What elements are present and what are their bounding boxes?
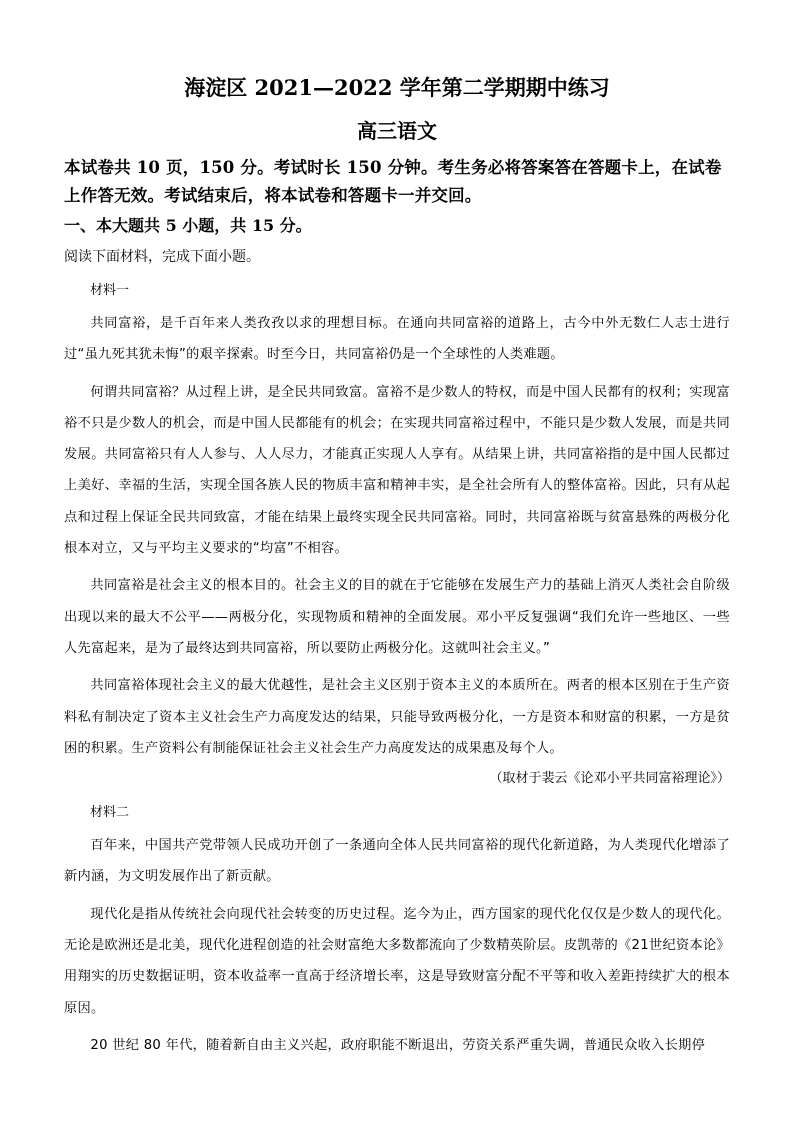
material-one-paragraph: 共同富裕，是千百年来人类孜孜以求的理想目标。在通向共同富裕的道路上，古今中外无数仁人志士进行过“虽九死其犹未悔”的艰辛探索。时至今日，共同富裕仍是一个全球性的人类难题。: [64, 316, 730, 363]
exam-title: 海淀区 2021—2022 学年第二学期期中练习: [184, 75, 610, 100]
material-one-paragraph: 共同富裕是社会主义的根本目的。社会主义的目的就在于它能够在发展生产力的基础上消灭人类社会自阶级出现以来的最大不公平——两极分化，实现物质和精神的全面发展。邓小平反复强调“我们允许一些地区、一些人先富起来，是为了最终达到共同富裕，所以要防止两极分化。这就叫社会主义。”: [64, 578, 730, 656]
exam-notice: 本试卷共 10 页，150 分。考试时长 150 分钟。考生务必将答案答在答题卡上，在试卷上作答无效。考试结束后，将本试卷和答题卡一并交回。: [64, 158, 722, 205]
material-one-paragraph: 共同富裕体现社会主义的最大优越性，是社会主义区别于资本主义的本质所在。两者的根本区别在于生产资料私有制决定了资本主义社会生产力高度发达的结果，只能导致两极分化，一方是资本和财富的积累，一方是贫困的积累。生产资料公有制能保证社会主义社会生产力高度发达的成果惠及每个人。: [64, 678, 730, 756]
material-two-paragraph: 20 世纪 80 年代，随着新自由主义兴起，政府职能不断退出，劳资关系严重失调，普通民众收入长期停: [90, 1037, 706, 1053]
material-two-paragraph: 百年来，中国共产党带领人民成功开创了一条通向全体人民共同富裕的现代化新道路，为人类现代化增添了新内涵，为文明发展作出了新贡献。: [64, 838, 730, 885]
material-two-paragraph: 现代化是指从传统社会向现代社会转变的历史过程。迄今为止，西方国家的现代化仅仅是少数人的现代化。无论是欧洲还是北美，现代化进程创造的社会财富绝大多数都流向了少数精英阶层。皮凯蒂的《21世纪资本论》用翔实的历史数据证明，资本收益率一直高于经济增长率，这是导致财富分配不平等和收入差距持续扩大的根本原因。: [64, 906, 730, 1016]
section-heading: 一、本大题共 5 小题，共 15 分。: [64, 216, 312, 235]
material-two: [64, 802, 730, 1061]
exam-subject: 高三语文: [357, 119, 437, 143]
material-one-source: （取材于裴云《论邓小平共同富裕理论》）: [489, 771, 730, 787]
material-two-label: 材料二: [90, 805, 130, 821]
material-one-label: 材料一: [90, 283, 130, 298]
material-one: [64, 280, 730, 792]
material-one-paragraph: 何谓共同富裕？从过程上讲，是全民共同致富。富裕不是少数人的特权，而是中国人民都有的权利；实现富裕不只是少数人的机会，而是中国人民都能有的机会；在实现共同富裕过程中，不能只是少数人发展，而是共同发展。共同富裕只有人人参与、人人尽力，才能真正实现人人享有。从结果上讲，共同富裕指的是中国人民都过上美好、幸福的生活，实现全国各族人民的物质丰富和精神丰实，是全社会所有人的整体富裕。因此，只有从起点和过程上保证全民共同致富，才能在结果上最终实现全民共同富裕。同时，共同富裕既与贫富悬殊的两极分化根本对立，又与平均主义要求的“均富”不相容。: [64, 384, 730, 557]
section-instruction: 阅读下面材料，完成下面小题。: [64, 249, 260, 265]
